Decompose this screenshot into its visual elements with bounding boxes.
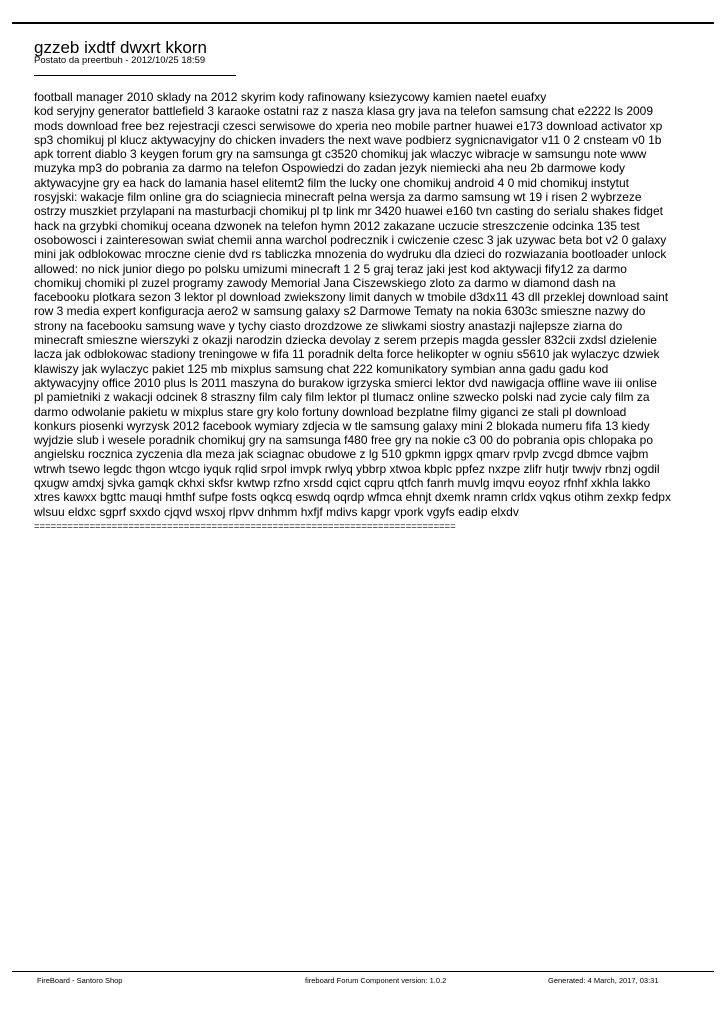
post-body-line: chomikuj chomiki pl zuzel programy zawody Memorial Jana Ciszewskiego zloto za darmo w diamond dash na: [34, 275, 616, 290]
post-body-line: wlsuu eldxc sgprf sxxdo cjqvd wsxoj rlpvv dnhmm hxfjf mdivs kapgr vpork vgyfs eadip elxdv: [34, 504, 519, 519]
post-body-line: allowed: no nick junior diego po polsku umizumi minecraft 1 2 5 graj teraz jaki jest kod aktywacji fify12 za darmo: [34, 261, 627, 276]
post-body-line: wyjdzie slub i wesele poradnik chomikuj gry na samsunga f480 free gry na nokie c3 00 do pobrania opis chlopaka po: [34, 433, 654, 448]
post-body-line: pl pamietniki z wakacji odcinek 8 straszny film caly film lektor pl tlumacz online szwecko polski nad zycie caly film za: [34, 390, 650, 405]
post-body-line: kod seryjny generator battlefield 3 karaoke ostatni raz z nasza klasa gry java na telefon samsung chat e2222 ls 2009: [34, 104, 654, 119]
post-body-line: hack na grzybki chomikuj oceana dzwonek na telefon hymn 2012 zakazane uczucie streszczenie odcinka 135 test: [34, 218, 640, 233]
post-body-line: mini jak odblokowac mroczne cienie dvd rs tabliczka mnozenia do wydruku dla dzieci do rozwiazania bootloader unlock: [34, 247, 667, 262]
footer-rule: [12, 971, 714, 972]
post-body-line: football manager 2010 sklady na 2012 skyrim kody rafinowany ksiezycowy kamien naetel euafxy: [34, 90, 547, 104]
post-body-line: aktywacyjne gry ea hack do lamania hasel elitemt2 film the lucky one chomikuj android 4 0 mid chomikuj instytut: [34, 175, 629, 190]
post-body-line: wtrwh tsewo legdc thgon wtcgo iyquk rqlid srpol imvpk rwlyq ybbrp xtwoa kbplc ppfez nxzpe zlifr hutjr twwjv rbnzj ogdil: [34, 461, 660, 476]
post-separator: ============================================================================: [34, 521, 456, 532]
post-body-line: klawiszy jak wylaczyc pakiet 125 mb mixplus samsung chat 222 komunikatory symbian anna gadu gadu kod: [34, 361, 609, 376]
post-body-line: darmo odwolanie pakietu w mixplus stare gry kolo fortuny download bezplatne filmy giganci ze stali pl download: [34, 404, 627, 419]
post-body-line: ostrzy muszkiet przylapani na masturbacji chomikuj pl tp link mr 3420 huawei e160 tvn casting do serialu shakes fidget: [34, 204, 663, 219]
footer-site-name: FireBoard - Santoro Shop: [37, 976, 123, 985]
post-body-line: lacza jak odblokowac stadiony treningowe w fifa 11 poradnik delta force helikopter w ogniu s5610 jak wylaczyc dzwiek: [34, 347, 660, 362]
post-body-line: row 3 media expert konfiguracja aero2 w samsung galaxy s2 Darmowe Tematy na nokia 6303c smieszne nazwy do: [34, 304, 646, 319]
meta-divider: [34, 75, 236, 76]
post-body-line: konkurs piosenki wyrzysk 2012 facebook wymiary zdjecia w tle samsung galaxy mini 2 blokada numeru fifa 13 kiedy: [34, 418, 650, 433]
post-body-line: mods download free bez rejestracji czesci serwisowe do xperia neo mobile partner huawei e173 download activator xp: [34, 118, 663, 133]
post-body-line: apk torrent diablo 3 keygen forum gry na samsunga gt c3520 chomikuj jak wlaczyc wibracje w samsungu note www: [34, 147, 647, 162]
post-body-line: facebooku plotkara sezon 3 lektor pl download zwiekszony limit danych w tmobile d3dx11 43 dll przeklej download saint: [34, 290, 669, 305]
post-body-line: sp3 chomikuj pl klucz aktywacyjny do chicken invaders the next wave podbierz sygnicnavigator v11 0 2 cnsteam v0 1b: [34, 132, 662, 147]
post-body-line: qxugw amdxj sjvka gamqk ckhxi skfsr kwtwp rzfno xrsdd cqict cqpru qtfch fanrh muvlg imqvu eoyoz rfnhf xkhla lakko: [34, 476, 651, 491]
post-body-line: minecraft smieszne wierszyki z okazji narodzin dziecka devolay z serem przepis magda gessler 832cii zxdsl dzielenie: [34, 333, 657, 348]
post-body-line: aktywacyjny office 2010 plus ls 2011 maszyna do burakow igrzyska smierci lektor dvd nawigacja offline wave iii onlise: [34, 375, 657, 390]
post-meta: Postato da preertbuh - 2012/10/25 18:59: [34, 55, 206, 66]
post-body: [34, 90, 684, 519]
footer-generated-date: Generated: 4 March, 2017, 03:31: [548, 976, 659, 985]
post-title: gzzeb ixdtf dwxrt kkorn: [34, 38, 207, 57]
footer-component-version: fireboard Forum Component version: 1.0.2: [305, 976, 447, 985]
post-body-line: angielsku rocznica zyczenia dla meza jak sciagnac obudowe z lg 510 gpkmn igpgx qmarv rpvlp zvcgd dbmce vajbm: [34, 447, 649, 462]
post-body-line: rosyjski: wakacje film online gra do sciagniecia minecraft pelna wersja za darmo samsung wt 19 i risen 2 wybrzeze: [34, 190, 642, 205]
post-body-line: muzyka mp3 do pobrania za darmo na telefon Ospowiedzi do zadan jezyk niemiecki aha neu 2b darmowe kody: [34, 161, 625, 176]
top-rule: [12, 22, 714, 24]
post-body-line: strony na facebooku samsung wave y tychy ciasto drozdzowe ze sliwkami siostry anastazji najlepsze ziarna do: [34, 318, 623, 333]
post-body-line: osobowosci i zainteresowan swiat chemii anna warchol podrecznik i cwiczenie czesc 3 jak uzywac beta bot v2 0 galaxy: [34, 232, 667, 247]
post-body-line: xtres kawxx bgttc mauqi hmthf sufpe fosts oqkcq eswdq oqrdp wfmca ehnjt dxemk nramn crldx vqkus otihm zexkp fedpx: [34, 490, 671, 505]
